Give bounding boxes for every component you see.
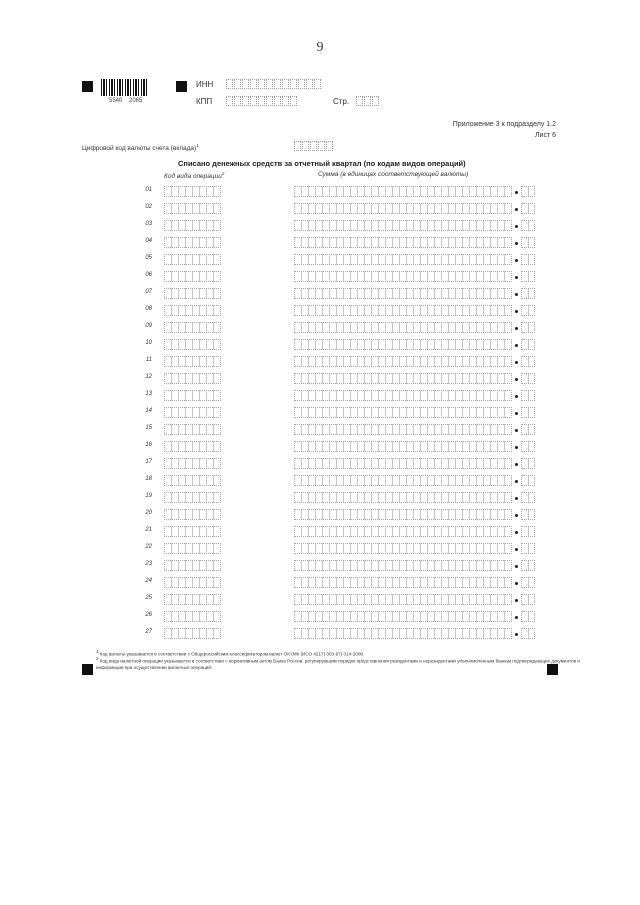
amount-integer-field[interactable] (294, 373, 512, 384)
decimal-point (515, 429, 518, 432)
operation-code-field[interactable] (164, 475, 221, 486)
operation-code-field[interactable] (164, 441, 221, 452)
section-title: Списано денежных средств за отчетный квартал (по кодам видов операций) (178, 159, 466, 168)
decimal-point (515, 378, 518, 381)
amount-fraction-field[interactable] (521, 339, 535, 350)
decimal-point (515, 599, 518, 602)
row-number: 17 (145, 459, 152, 465)
operation-code-field[interactable] (164, 492, 221, 503)
amount-integer-field[interactable] (294, 220, 512, 231)
alignment-marker-top-left (82, 81, 93, 92)
currency-code-field[interactable] (294, 141, 334, 151)
amount-integer-field[interactable] (294, 628, 512, 639)
sum-column-header: Сумма (в единицах соответствующей валюты) (318, 171, 469, 178)
operation-code-field[interactable] (164, 577, 221, 588)
page-number: 9 (316, 40, 324, 55)
amount-fraction-field[interactable] (521, 628, 535, 639)
operation-code-field[interactable] (164, 373, 221, 384)
amount-fraction-field[interactable] (521, 407, 535, 418)
amount-fraction-field[interactable] (521, 390, 535, 401)
decimal-point (515, 259, 518, 262)
amount-fraction-field[interactable] (521, 186, 535, 197)
decimal-point (515, 276, 518, 279)
amount-fraction-field[interactable] (521, 526, 535, 537)
barcode (101, 79, 149, 96)
amount-integer-field[interactable] (294, 305, 512, 316)
appendix-label: Приложение 3 к подразделу 1.2 (452, 121, 556, 128)
amount-integer-field[interactable] (294, 594, 512, 605)
amount-integer-field[interactable] (294, 186, 512, 197)
decimal-point (515, 514, 518, 517)
amount-fraction-field[interactable] (521, 458, 535, 469)
inn-field[interactable] (226, 79, 322, 89)
amount-fraction-field[interactable] (521, 237, 535, 248)
amount-fraction-field[interactable] (521, 305, 535, 316)
row-number: 06 (145, 272, 152, 278)
kpp-label: КПП (196, 97, 213, 106)
row-number: 01 (145, 187, 152, 193)
amount-fraction-field[interactable] (521, 492, 535, 503)
decimal-point (515, 225, 518, 228)
row-number: 23 (145, 561, 152, 567)
amount-integer-field[interactable] (294, 424, 512, 435)
amount-integer-field[interactable] (294, 288, 512, 299)
amount-integer-field[interactable] (294, 271, 512, 282)
amount-fraction-field[interactable] (521, 594, 535, 605)
page-field[interactable] (356, 96, 380, 106)
decimal-point (515, 310, 518, 313)
amount-integer-field[interactable] (294, 475, 512, 486)
amount-integer-field[interactable] (294, 611, 512, 622)
footnote-2: 2 Код вида валютной операции указывается в соответствии с нормативным актом Банка России, регулирующим порядок представления резидентами и нерезидентами уполномоченным банкам подтверждающих документов и информации при осуществлении валютных операций. (96, 656, 580, 670)
row-number: 02 (145, 204, 152, 210)
decimal-point (515, 191, 518, 194)
amount-integer-field[interactable] (294, 526, 512, 537)
row-number: 15 (145, 425, 152, 431)
amount-integer-field[interactable] (294, 458, 512, 469)
row-number: 10 (145, 340, 152, 346)
amount-integer-field[interactable] (294, 509, 512, 520)
operation-code-field[interactable] (164, 237, 221, 248)
decimal-point (515, 565, 518, 568)
amount-integer-field[interactable] (294, 492, 512, 503)
amount-fraction-field[interactable] (521, 254, 535, 265)
row-number: 19 (145, 493, 152, 499)
sheet-label: Лист 6 (534, 132, 556, 139)
amount-integer-field[interactable] (294, 407, 512, 418)
operation-code-field[interactable] (164, 322, 221, 333)
decimal-point (515, 582, 518, 585)
currency-code-label: Цифровой код валюты счета (вклада)$^1$ (82, 143, 199, 153)
amount-fraction-field[interactable] (521, 203, 535, 214)
row-number: 25 (145, 595, 152, 601)
decimal-point (515, 548, 518, 551)
row-number: 27 (145, 629, 152, 635)
row-number: 13 (145, 391, 152, 397)
operation-code-field[interactable] (164, 305, 221, 316)
amount-integer-field[interactable] (294, 237, 512, 248)
decimal-point (515, 327, 518, 330)
amount-fraction-field[interactable] (521, 475, 535, 486)
amount-fraction-field[interactable] (521, 424, 535, 435)
decimal-point (515, 412, 518, 415)
operation-code-field[interactable] (164, 356, 221, 367)
decimal-point (515, 208, 518, 211)
row-number: 11 (145, 357, 152, 363)
decimal-point (515, 242, 518, 245)
decimal-point (515, 293, 518, 296)
operation-code-field[interactable] (164, 543, 221, 554)
amount-fraction-field[interactable] (521, 288, 535, 299)
operation-code-field[interactable] (164, 560, 221, 571)
decimal-point (515, 395, 518, 398)
row-number: 04 (145, 238, 152, 244)
operation-code-field[interactable] (164, 390, 221, 401)
amount-fraction-field[interactable] (521, 441, 535, 452)
alignment-marker-top-mid (176, 81, 187, 92)
amount-fraction-field[interactable] (521, 543, 535, 554)
operation-code-field[interactable] (164, 594, 221, 605)
amount-integer-field[interactable] (294, 339, 512, 350)
operation-code-field[interactable] (164, 339, 221, 350)
amount-integer-field[interactable] (294, 356, 512, 367)
amount-integer-field[interactable] (294, 390, 512, 401)
operation-code-field[interactable] (164, 203, 221, 214)
footnote-1: 1 Код валюты указывается в соответствии с Общероссийским классификатором валют ОК (МК (ИСО 4217) 003-97) 014-2000. (96, 649, 365, 657)
operation-code-field[interactable] (164, 288, 221, 299)
row-number: 14 (145, 408, 152, 414)
operation-code-field[interactable] (164, 254, 221, 265)
decimal-point (515, 480, 518, 483)
row-number: 05 (145, 255, 152, 261)
row-number: 08 (145, 306, 152, 312)
operation-code-field[interactable] (164, 271, 221, 282)
row-number: 18 (145, 476, 152, 482)
decimal-point (515, 344, 518, 347)
row-number: 16 (145, 442, 152, 448)
code-column-header: Код вида операции$^2$ (164, 171, 225, 181)
row-number: 07 (145, 289, 152, 295)
amount-integer-field[interactable] (294, 441, 512, 452)
amount-fraction-field[interactable] (521, 577, 535, 588)
row-number: 20 (145, 510, 152, 516)
amount-integer-field[interactable] (294, 577, 512, 588)
operation-code-field[interactable] (164, 458, 221, 469)
row-number: 12 (145, 374, 152, 380)
operation-code-field[interactable] (164, 424, 221, 435)
row-number: 03 (145, 221, 152, 227)
operation-code-field[interactable] (164, 186, 221, 197)
row-number: 26 (145, 612, 152, 618)
amount-fraction-field[interactable] (521, 322, 535, 333)
decimal-point (515, 633, 518, 636)
amount-fraction-field[interactable] (521, 373, 535, 384)
amount-fraction-field[interactable] (521, 356, 535, 367)
row-number: 22 (145, 544, 152, 550)
row-number: 09 (145, 323, 152, 329)
barcode-number-left: 5540 (109, 98, 123, 104)
amount-integer-field[interactable] (294, 254, 512, 265)
inn-label: ИНН (196, 80, 214, 89)
operation-code-field[interactable] (164, 407, 221, 418)
decimal-point (515, 531, 518, 534)
kpp-field[interactable] (226, 96, 298, 106)
amount-fraction-field[interactable] (521, 220, 535, 231)
amount-fraction-field[interactable] (521, 509, 535, 520)
amount-integer-field[interactable] (294, 322, 512, 333)
barcode-number-right: 2065 (129, 98, 143, 104)
amount-fraction-field[interactable] (521, 560, 535, 571)
decimal-point (515, 361, 518, 364)
decimal-point (515, 616, 518, 619)
decimal-point (515, 497, 518, 500)
row-number: 21 (145, 527, 152, 533)
decimal-point (515, 446, 518, 449)
operation-code-field[interactable] (164, 220, 221, 231)
operation-code-field[interactable] (164, 628, 221, 639)
page-label: Стр. (333, 97, 350, 106)
amount-fraction-field[interactable] (521, 271, 535, 282)
amount-integer-field[interactable] (294, 543, 512, 554)
operation-code-field[interactable] (164, 611, 221, 622)
row-number: 24 (145, 578, 152, 584)
operation-code-field[interactable] (164, 509, 221, 520)
amount-integer-field[interactable] (294, 203, 512, 214)
operation-code-field[interactable] (164, 526, 221, 537)
amount-integer-field[interactable] (294, 560, 512, 571)
decimal-point (515, 463, 518, 466)
amount-fraction-field[interactable] (521, 611, 535, 622)
alignment-marker-bottom-left (82, 664, 93, 675)
